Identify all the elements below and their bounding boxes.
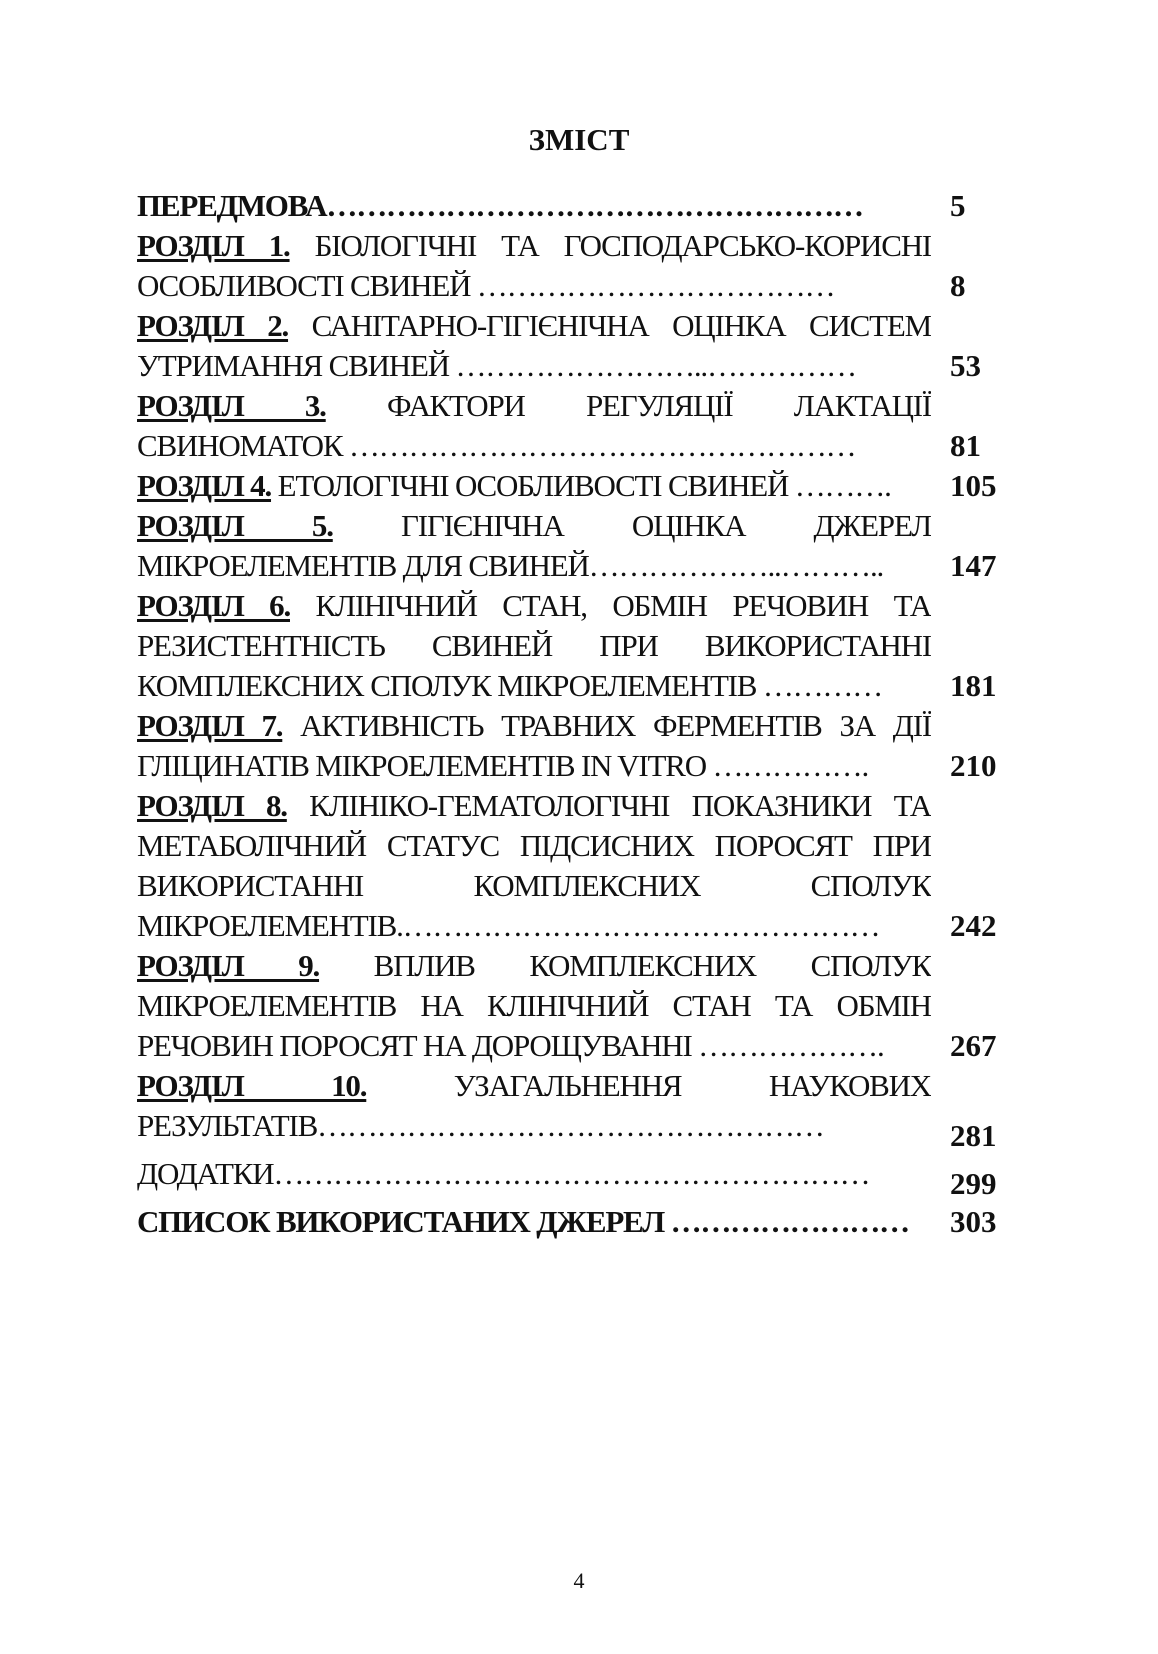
toc-line: ФАКТОРИ РЕГУЛЯЦІЇ ЛАКТАЦІЇ xyxy=(325,388,931,423)
toc-page-number: 267 xyxy=(950,1028,997,1063)
toc-page-number: 303 xyxy=(950,1204,997,1239)
toc-line: ВИКОРИСТАННІ КОМПЛЕКСНИХ СПОЛУК xyxy=(137,868,931,903)
toc-page-number: 281 xyxy=(950,1118,997,1153)
toc-line: САНІТАРНО-ГІГІЄНІЧНА ОЦІНКА СИСТЕМ xyxy=(288,308,931,343)
toc-entry-section-2 xyxy=(137,306,931,346)
toc-line: АКТИВНІСТЬ ТРАВНИХ ФЕРМЕНТІВ ЗА ДІЇ xyxy=(282,708,931,743)
section-heading: РОЗДІЛ 4. xyxy=(137,468,272,503)
toc-entry-section-4 xyxy=(137,466,931,506)
toc-line: ПЕРЕДМОВА……………………………………………… xyxy=(137,188,863,223)
toc-page-number: 181 xyxy=(950,668,997,703)
section-heading: РОЗДІЛ 6. xyxy=(137,588,290,623)
toc-page-number: 105 xyxy=(950,468,997,503)
toc-line: ОСОБЛИВОСТІ СВИНЕЙ ……………………………… xyxy=(137,268,835,303)
page-title: ЗМІСТ xyxy=(528,122,630,157)
toc-entry-section-10 xyxy=(137,1066,931,1106)
toc-page-number: 81 xyxy=(950,428,981,463)
toc-entry-section-8 xyxy=(137,786,931,826)
toc-entry-references: СПИСОК ВИКОРИСТАНИХ ДЖЕРЕЛ …………………… xyxy=(137,1204,909,1239)
toc-entry-section-5 xyxy=(137,506,931,546)
toc-line: СВИНОМАТОК …………………………………………… xyxy=(137,428,856,463)
toc-line: КЛІНІКО-ГЕМАТОЛОГІЧНІ ПОКАЗНИКИ ТА xyxy=(286,788,931,823)
toc-page-number: 242 xyxy=(950,908,997,943)
toc-page-number: 210 xyxy=(950,748,997,783)
toc-line: ГЛІЦИНАТІВ МІКРОЕЛЕМЕНТІВ IN VITRO ……………. xyxy=(137,748,868,783)
toc-line: МІКРОЕЛЕМЕНТІВ НА КЛІНІЧНИЙ СТАН ТА ОБМІН xyxy=(137,988,931,1023)
toc-page-number: 8 xyxy=(950,268,966,303)
section-heading: РОЗДІЛ 2. xyxy=(137,308,289,343)
toc-page-number: 299 xyxy=(950,1166,997,1201)
toc-entry-section-1 xyxy=(137,226,931,266)
section-heading: РОЗДІЛ 10. xyxy=(137,1068,367,1103)
toc-line: ЕТОЛОГІЧНІ ОСОБЛИВОСТІ СВИНЕЙ ………. xyxy=(271,468,891,503)
toc-line: РЕЧОВИН ПОРОСЯТ НА ДОРОЩУВАННІ ………………. xyxy=(137,1028,884,1063)
section-heading: РОЗДІЛ 1. xyxy=(137,228,290,263)
toc-entry-section-9 xyxy=(137,946,931,986)
toc-line: ГІГІЄНІЧНА ОЦІНКА ДЖЕРЕЛ xyxy=(332,508,931,543)
toc-line: КЛІНІЧНИЙ СТАН, ОБМІН РЕЧОВИН ТА xyxy=(290,588,931,623)
section-heading: РОЗДІЛ 3. xyxy=(137,388,326,423)
section-heading: РОЗДІЛ 8. xyxy=(137,788,287,823)
toc-line: МІКРОЕЛЕМЕНТІВ.………………………………………… xyxy=(137,908,880,943)
toc-line: БІОЛОГІЧНІ ТА ГОСПОДАРСЬКО-КОРИСНІ xyxy=(289,228,931,263)
toc-page-number: 147 xyxy=(950,548,997,583)
toc-line: УЗАГАЛЬНЕННЯ НАУКОВИХ xyxy=(366,1068,931,1103)
toc-line: МЕТАБОЛІЧНИЙ СТАТУС ПІДСИСНИХ ПОРОСЯТ ПРИ xyxy=(137,828,931,863)
section-heading: РОЗДІЛ 9. xyxy=(137,948,320,983)
toc-line: РЕЗИСТЕНТНІСТЬ СВИНЕЙ ПРИ ВИКОРИСТАННІ xyxy=(137,628,931,663)
toc-entry-section-3 xyxy=(137,386,931,426)
toc-line: МІКРОЕЛЕМЕНТІВ ДЛЯ СВИНЕЙ………………..……….. xyxy=(137,548,884,583)
toc-line: КОМПЛЕКСНИХ СПОЛУК МІКРОЕЛЕМЕНТІВ ………… xyxy=(137,668,883,703)
toc-line: УТРИМАННЯ СВИНЕЙ ……………………..…………… xyxy=(137,348,856,383)
section-heading: РОЗДІЛ 7. xyxy=(137,708,283,743)
toc-entry-section-7 xyxy=(137,706,931,746)
toc-line: ВПЛИВ КОМПЛЕКСНИХ СПОЛУК xyxy=(319,948,931,983)
toc-entry-appendices: ДОДАТКИ…………………………………………………… xyxy=(137,1156,870,1191)
toc-page-number: 5 xyxy=(950,188,966,223)
toc-line: РЕЗУЛЬТАТІВ…………………………………………… xyxy=(137,1108,824,1143)
section-heading: РОЗДІЛ 5. xyxy=(137,508,333,543)
toc-entry-section-6 xyxy=(137,586,931,626)
toc-page-number: 53 xyxy=(950,348,981,383)
toc-entry-preface xyxy=(137,186,931,226)
page-number-footer: 4 xyxy=(573,1568,585,1593)
